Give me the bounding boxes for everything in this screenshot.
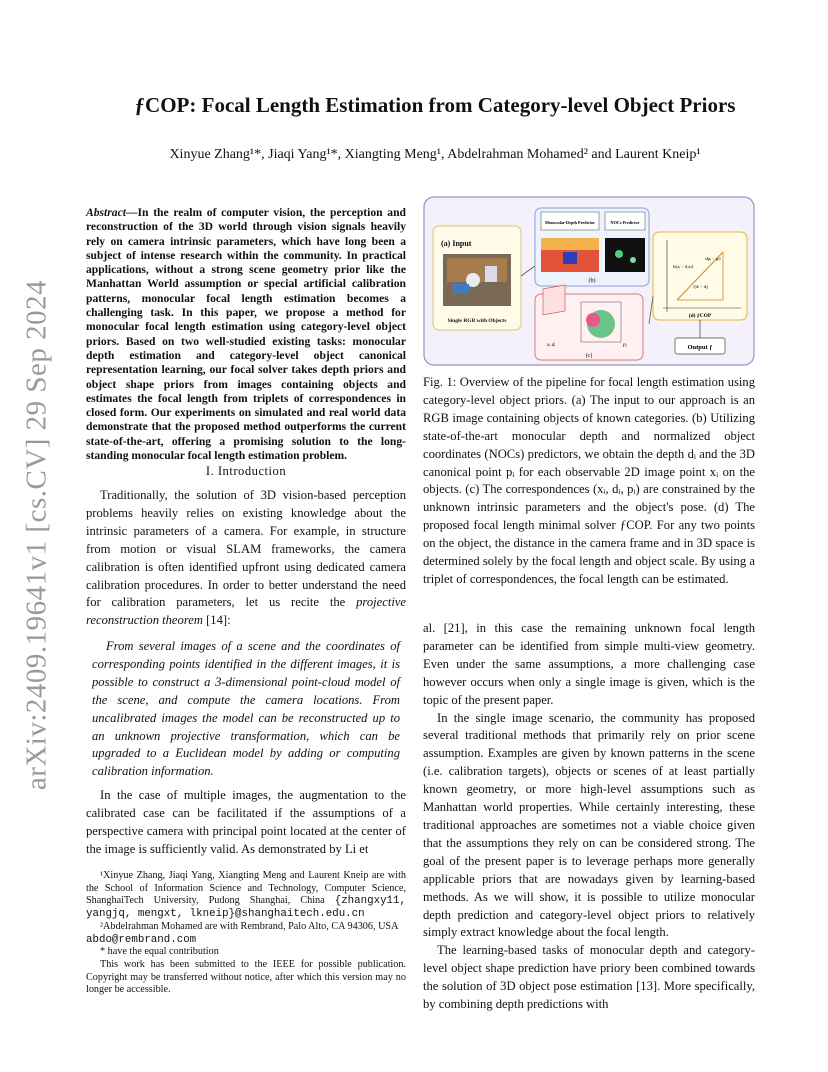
c-label: (c)	[585, 353, 593, 359]
right-paragraph-3: The learning-based tasks of monocular depth and category-level object shape prediction have priory been combined towards the solution of 3D object pose estimation [13]. More specifically, by combining depth predictions with	[423, 943, 755, 1012]
intro-paragraph-1: Traditionally, the solution of 3D vision-based perception problems heavily relies on existing knowledge about the intrinsic parameters of a camera. For example, in structure from motion or visual SLAM frameworks, the camera calibration is often identified upfront using dedicated camera calibration procedures. In order to better understand the need for calibration parameters, let us recite the projective reconstruction theorem [14]:	[86, 488, 406, 628]
input-label: (a) Input	[441, 239, 472, 248]
eq-camera-distance: ‖dᵢxᵢ − dⱼxⱼ‖	[673, 264, 694, 269]
output-label: Output ƒ	[687, 344, 713, 351]
figure-caption: Fig. 1: Overview of the pipeline for focal length estimation using category-level object priors. (a) The input to our approach is an RGB image containing objects of known categories. (b) Utilizing state-of-the-art monocular depth and normalized object coordinates (NOCs) predictors, we obtain the depth dᵢ and the 3D canonical point pᵢ for each observable 2D image point xᵢ on the objects. (c) The correspondences (xᵢ, dᵢ, pᵢ) are constrained by the unknown intrinsic parameters and the object's pose. (d) The proposed focal length minimal solver ƒCOP. For any two points on the object, the distance in the camera frame and in 3D space is determined solely by the focal length and object scale. By using a triplet of correspondences, the focal length can be estimated.	[423, 375, 755, 586]
arxiv-id: arXiv:2409.19641v1 [cs.CV] 29 Sep 2024	[20, 279, 53, 791]
abstract-label: Abstract—	[86, 206, 138, 219]
nocs-map	[605, 238, 645, 272]
footnote-1: ¹Xinyue Zhang, Jiaqi Yang, Xiangting Meng and Laurent Kneip are with the School of Information Science and Technology, Computer Science, ShanghaiTech University, Pudong Shanghai, China {zhangxy11, yangjq, mengxt, lkneip}@shanghaitech.edu.cn	[86, 870, 406, 921]
b-label: (b)	[588, 278, 596, 284]
footnotes	[86, 870, 406, 997]
eq-depth-difference: ƒ|dᵢ − dⱼ|	[693, 284, 709, 289]
arxiv-sidebar	[20, 279, 53, 791]
right-paragraph-2: In the single image scenario, the community has proposed several traditional methods that primarily rely on prior scene assumption. Examples are given by known patterns in the scene (i.e. calibration targets), objects or scenes of at least partially known geometry, or more high-level assumptions such as Manhattan world properties. While certainly interesting, these traditional approaches are sometimes not a viable choice given that the assumptions they rely on can be considered strong. The goal of the present paper is to leverage perhaps more generally applicable priors that are nowadays given by learning-based methods. As we will show, it is possible to utilize monocular depth prediction and category-level object priors to relatively simply extract knowledge about the focal length.	[423, 710, 755, 940]
xi-di-label: xᵢ dᵢ	[547, 342, 556, 348]
pipeline-figure	[423, 196, 755, 366]
author-list: Xinyue Zhang¹*, Jiaqi Yang¹*, Xiangting Meng¹, Abdelrahman Mohamed² and Laurent Kneip¹	[169, 147, 701, 162]
intro-body	[86, 487, 406, 630]
paper-title: ƒCOP: Focal Length Estimation from Category-level Object Priors	[134, 93, 736, 117]
nocs-predictor-label: NOCs Predictor	[610, 220, 640, 225]
single-rgb-label: Single RGB with Objects	[447, 318, 507, 324]
footnote-2: ²Abdelrahman Mohamed are with Rembrand, Palo Alto, CA 94306, USA abdo@rembrand.com	[86, 920, 399, 946]
pi-label: pᵢ	[623, 342, 627, 348]
footnote-3: * have the equal contribution	[100, 946, 219, 958]
theorem-quote: From several images of a scene and the coordinates of corresponding points identified in the different images, it is possible to construct a 3-dimensional point-cloud model of the scene, and compute the camera locations. From uncalibrated images the model can be reconstructed up to an unknown projective transformation, which can be upgraded to a Euclidean model by adding or computing calibration information.	[92, 639, 400, 779]
intro-paragraph-2: In the case of multiple images, the augmentation to the calibrated case can be facilitated if the assumptions of a perspective camera with principal point located at the center of the image is sufficiently valid. As demonstrated by Li et	[86, 788, 406, 856]
depth-predictor-label: Monocular-Depth Predictor	[545, 220, 595, 225]
right-paragraph-1: al. [21], in this case the remaining unknown focal length parameter can be identified from simple multi-view geometry. Even under the same assumptions, a more challenging case however occurs when only a single image is given, which is the topic of the present paper.	[423, 621, 755, 707]
abstract	[86, 206, 406, 463]
right-column-body	[423, 620, 755, 1014]
footnote-4: This work has been submitted to the IEEE for possible publication. Copyright may be transferred without notice, after which this version may no longer be accessible.	[86, 958, 406, 996]
abstract-text: In the realm of computer vision, the perception and reconstruction of the 3D world through vision signals heavily rely on camera intrinsic parameters, which have long been a subject of intense research within the community. In practical applications, without a strong scene geometry prior like the Manhattan World assumption or special artificial calibration patterns, monocular focal length estimation becomes a challenging task. In this paper, we propose a method for monocular focal length estimation using category-level object priors. Based on two well-studied existing tasks: monocular depth estimation and category-level object canonical representation learning, our focal solver takes depth priors and object shape priors from images containing objects and estimates the focal length from triplets of correspondences in closed form. Our experiments on simulated and real world data demonstrate that the proposed method outperforms the current state-of-the-art, offering a promising solution to the long-standing monocular focal length estimation problem.	[86, 206, 406, 463]
d-label: (d) ƒCOP	[688, 313, 712, 319]
intro-paragraph-2-block	[86, 787, 406, 859]
eq-object-distance: s‖pᵢ − pⱼ‖	[705, 256, 721, 261]
section-heading: I. Introduction	[205, 464, 287, 478]
